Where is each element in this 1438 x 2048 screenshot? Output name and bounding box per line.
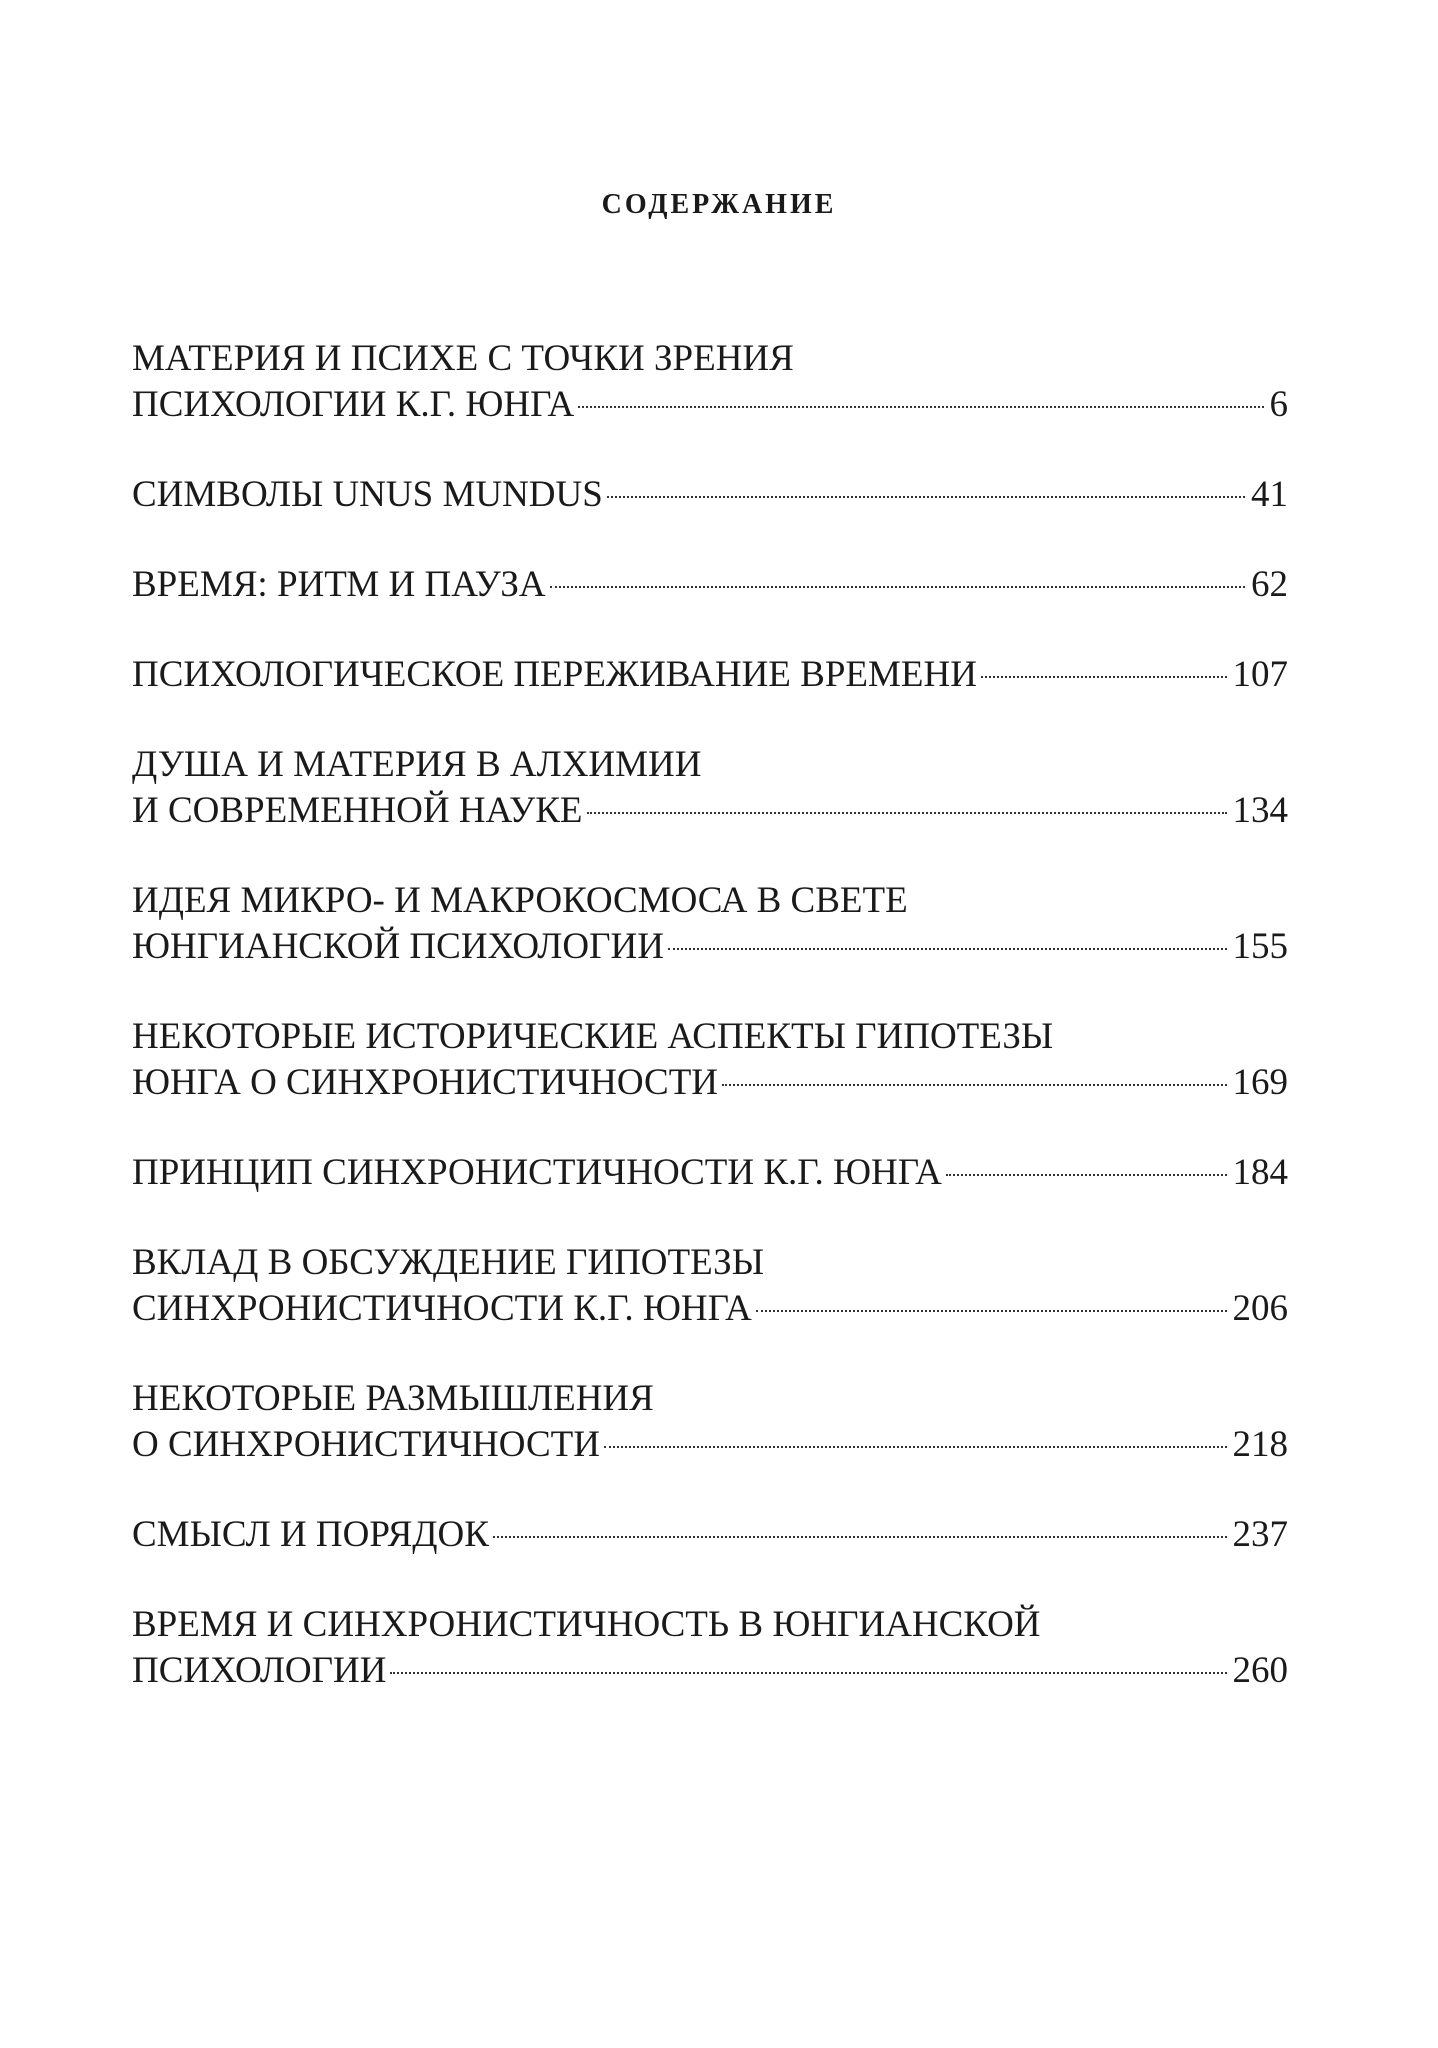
toc-page-number: 6	[1269, 384, 1288, 425]
toc-page-number: 155	[1232, 926, 1288, 967]
dot-leader	[390, 1672, 1226, 1674]
toc-entry-title-line: ВКЛАД В ОБСУЖДЕНИЕ ГИПОТЕЗЫ	[132, 1242, 764, 1283]
dot-leader	[578, 406, 1263, 408]
toc-entry-title: СМЫСЛ И ПОРЯДОК	[132, 1514, 489, 1555]
toc-entry-last-line	[132, 562, 1288, 608]
toc-entry-last-line	[132, 924, 1288, 970]
toc-page-number: 237	[1232, 1514, 1288, 1555]
dot-leader	[607, 496, 1245, 498]
toc-page-number: 62	[1251, 564, 1288, 605]
toc-entry-title: ПСИХОЛОГИЧЕСКОЕ ПЕРЕЖИВАНИЕ ВРЕМЕНИ	[132, 654, 977, 695]
dot-leader	[981, 676, 1227, 678]
toc-entry-last-line	[132, 472, 1288, 518]
toc-entry-title-line: НЕКОТОРЫЕ ИСТОРИЧЕСКИЕ АСПЕКТЫ ГИПОТЕЗЫ	[132, 1016, 1054, 1057]
dot-leader	[722, 1084, 1226, 1086]
toc-entry-last-line	[132, 1422, 1288, 1468]
toc-entry-last-line	[132, 1648, 1288, 1694]
toc-entry-title: ЮНГА О СИНХРОНИСТИЧНОСТИ	[132, 1062, 719, 1103]
dot-leader	[493, 1536, 1227, 1538]
toc-entry-title: ПСИХОЛОГИИ	[132, 1650, 387, 1691]
toc-entry-title-line: МАТЕРИЯ И ПСИХЕ С ТОЧКИ ЗРЕНИЯ	[132, 338, 794, 379]
toc-entry-title: СИМВОЛЫ UNUS MUNDUS	[132, 474, 603, 515]
toc-entry-last-line	[132, 1150, 1288, 1196]
toc-entry[interactable]	[132, 472, 1288, 518]
toc-entry-last-line	[132, 382, 1288, 428]
toc-entry[interactable]	[132, 1014, 1288, 1106]
toc-entry-title: ЮНГИАНСКОЙ ПСИХОЛОГИИ	[132, 926, 664, 967]
toc-entry[interactable]	[132, 1150, 1288, 1196]
toc-entry[interactable]	[132, 1240, 1288, 1332]
toc-entry-title: ВРЕМЯ: РИТМ И ПАУЗА	[132, 564, 546, 605]
page-title: содержание	[601, 176, 837, 222]
toc-entry[interactable]	[132, 1512, 1288, 1558]
toc-entry-last-line	[132, 1060, 1288, 1106]
dot-leader	[604, 1446, 1227, 1448]
toc-entry-title: О СИНХРОНИСТИЧНОСТИ	[132, 1424, 600, 1465]
toc-entry[interactable]	[132, 878, 1288, 970]
dot-leader	[756, 1310, 1227, 1312]
toc-page-number: 206	[1232, 1288, 1288, 1329]
dot-leader	[946, 1174, 1227, 1176]
toc-entry-title: ПСИХОЛОГИИ К.Г. ЮНГА	[132, 384, 575, 425]
toc-entry-title-line: НЕКОТОРЫЕ РАЗМЫШЛЕНИЯ	[132, 1378, 654, 1419]
toc-entry-last-line	[132, 1286, 1288, 1332]
dot-leader	[550, 586, 1245, 588]
toc-entry[interactable]	[132, 1376, 1288, 1468]
toc-entry-last-line	[132, 652, 1288, 698]
toc-page-number: 260	[1232, 1650, 1288, 1691]
toc-entry-title: СИНХРОНИСТИЧНОСТИ К.Г. ЮНГА	[132, 1288, 752, 1329]
toc-entry-last-line	[132, 1512, 1288, 1558]
dot-leader	[668, 948, 1227, 950]
toc-entry-last-line	[132, 788, 1288, 834]
toc-entry-title-line: ДУША И МАТЕРИЯ В АЛХИМИИ	[132, 744, 702, 785]
toc-entry-title-line: ВРЕМЯ И СИНХРОНИСТИЧНОСТЬ В ЮНГИАНСКОЙ	[132, 1604, 1041, 1645]
toc-page-number: 169	[1232, 1062, 1288, 1103]
toc-entry[interactable]	[132, 336, 1288, 428]
toc-page-number: 134	[1232, 790, 1288, 831]
toc-page-number: 41	[1251, 474, 1288, 515]
table-of-contents	[132, 336, 1288, 1738]
toc-page-number: 184	[1232, 1152, 1288, 1193]
toc-entry[interactable]	[132, 562, 1288, 608]
toc-entry[interactable]	[132, 1602, 1288, 1694]
dot-leader	[587, 812, 1227, 814]
toc-entry[interactable]	[132, 652, 1288, 698]
toc-entry-title: И СОВРЕМЕННОЙ НАУКЕ	[132, 790, 583, 831]
toc-page-number: 107	[1232, 654, 1288, 695]
toc-entry-title: ПРИНЦИП СИНХРОНИСТИЧНОСТИ К.Г. ЮНГА	[132, 1152, 942, 1193]
toc-entry-title-line: ИДЕЯ МИКРО- И МАКРОКОСМОСА В СВЕТЕ	[132, 880, 908, 921]
toc-page-number: 218	[1232, 1424, 1288, 1465]
toc-entry[interactable]	[132, 742, 1288, 834]
